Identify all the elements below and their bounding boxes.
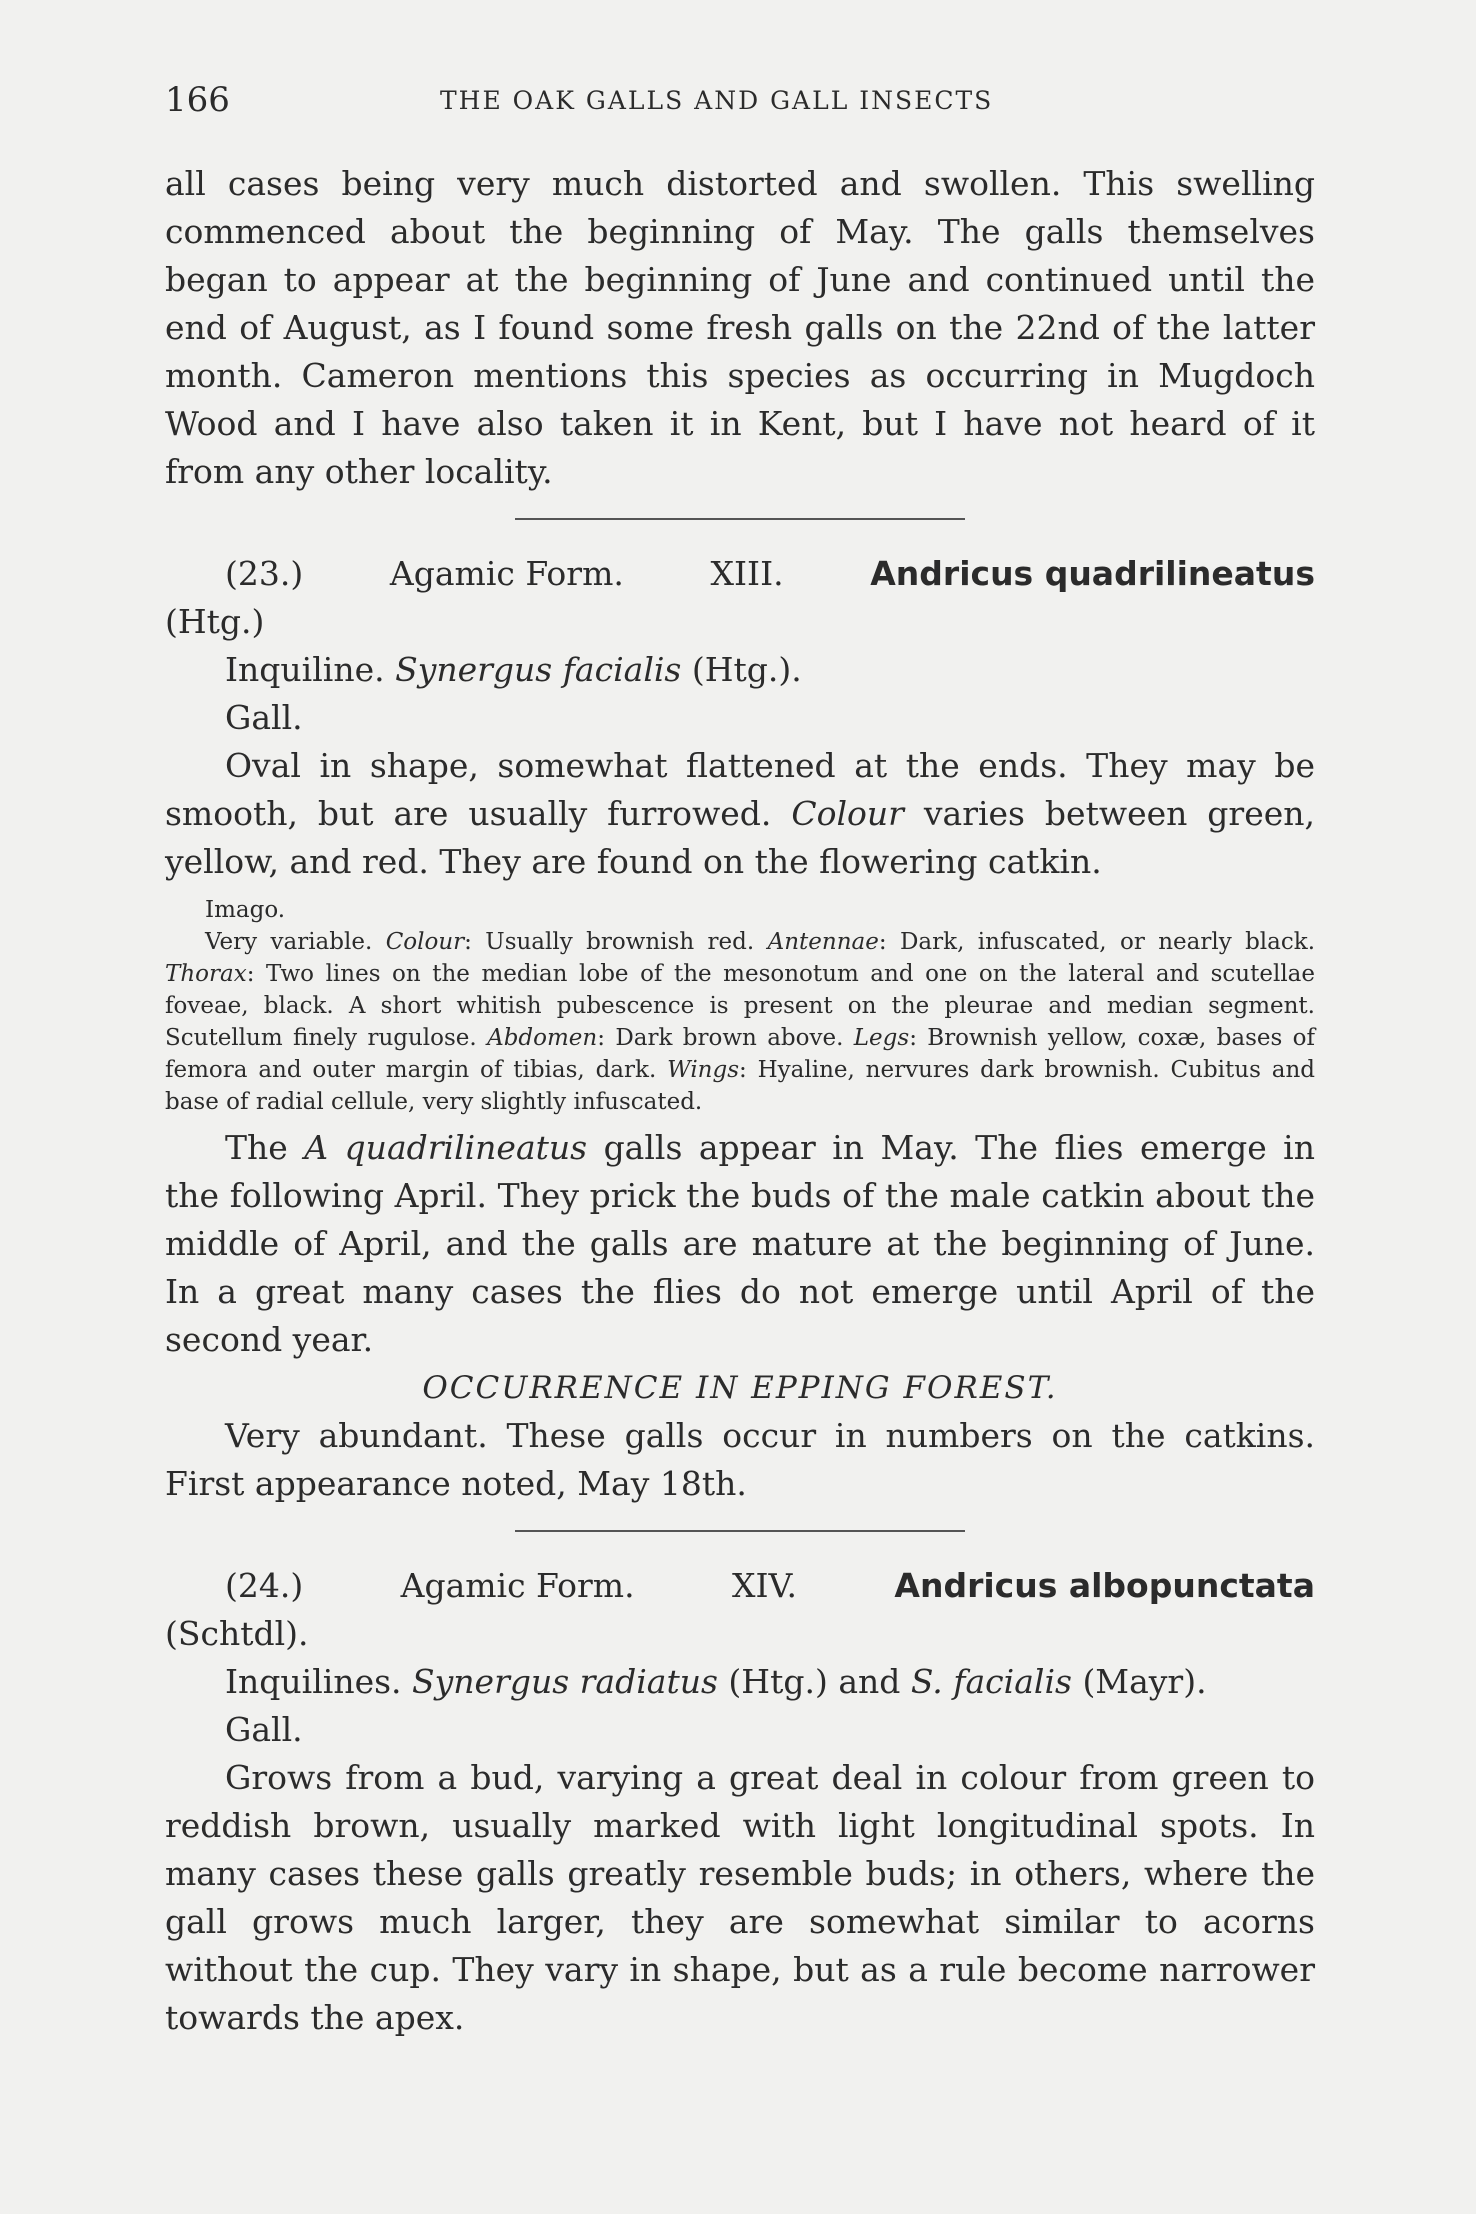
entry-23-gall-description bbox=[165, 742, 1315, 886]
entry-24-inquilines bbox=[165, 1658, 1315, 1706]
entry-24-gall-label: Gall. bbox=[225, 1710, 303, 1749]
entry-24-species: Andricus albopunctata bbox=[894, 1566, 1315, 1605]
section-divider bbox=[515, 1530, 965, 1532]
page-number: 166 bbox=[165, 80, 230, 120]
inquilines-label: Inquilines. bbox=[225, 1662, 402, 1701]
inquiline-author: (Htg.). bbox=[691, 650, 802, 689]
imago-text: : Brownish yellow, coxæ, bases of femora and outer margin of tibias, dark. bbox=[165, 1025, 1315, 1083]
imago-text: : Hyaline, nervures dark brownish. Cubitus and base of radial cellule, very slightly infuscated. bbox=[165, 1057, 1315, 1115]
imago-text: : Dark, infuscated, or nearly black. bbox=[878, 929, 1316, 955]
occurrence-heading: OCCURRENCE IN EPPING FOREST. bbox=[422, 1370, 1058, 1406]
entry-24-form: Agamic Form. bbox=[400, 1566, 635, 1605]
entry-24-gall-description: Grows from a bud, varying a great deal in colour from green to reddish brown, usually marked with light longitudinal spots. In many cases these galls greatly resemble buds; in others, where the gall grows much larger, they are somewhat similar to acorns without the cup. They vary in shape, but as a rule become narrower towards the apex. bbox=[165, 1758, 1315, 2037]
entry-24-number: (24.) bbox=[225, 1566, 304, 1605]
imago-label-colour: Colour bbox=[385, 929, 465, 955]
inquiline-text: (Htg.) and bbox=[728, 1662, 901, 1701]
inquiline-name-1: Synergus radiatus bbox=[412, 1662, 718, 1701]
entry-23-gall-label: Gall. bbox=[225, 698, 303, 737]
entry-23 bbox=[165, 550, 1315, 1508]
entry-23-number: (23.) bbox=[225, 554, 304, 593]
occurrence-text: Very abundant. These galls occur in numbers on the catkins. First appearance noted, May 18th. bbox=[165, 1416, 1315, 1503]
imago-label-antennae: Antennae bbox=[767, 929, 879, 955]
entry-23-inquiline bbox=[165, 646, 1315, 694]
gall-colour-label: Colour bbox=[791, 794, 904, 833]
imago-text: : Two lines on the median lobe of the mesonotum and one on the lateral and scutellae foveae, black. A short whitish pubescence is present on the pleurae and median segment. Scutellum finely rugulose. bbox=[165, 961, 1315, 1051]
inquiline-author-2: (Mayr). bbox=[1082, 1662, 1207, 1701]
gall-text-2: varies between green, yellow, and red. They are found on the flowering catkin. bbox=[165, 794, 1316, 881]
entry-23-roman: XIII. bbox=[710, 554, 784, 593]
notes-text: The bbox=[225, 1128, 288, 1167]
imago-label-thorax: Thorax bbox=[165, 961, 247, 987]
entry-23-author: (Htg.) bbox=[165, 602, 265, 641]
page-body bbox=[165, 160, 1315, 2042]
running-title: THE OAK GALLS AND GALL INSECTS bbox=[440, 86, 994, 115]
imago-label-abdomen: Abdomen bbox=[487, 1025, 598, 1051]
entry-23-species: Andricus quadrilineatus bbox=[870, 554, 1315, 593]
notes-text: galls appear in May. The flies emerge in the following April. They prick the buds of the male catkin about the middle of April, and the galls are mature at the beginning of June. In a great many cases the flies do not emerge until April of the second year. bbox=[165, 1128, 1315, 1359]
inquiline-name: Synergus facialis bbox=[395, 650, 682, 689]
imago-label-legs: Legs bbox=[853, 1025, 910, 1051]
entry-23-heading bbox=[165, 550, 1315, 598]
page-header bbox=[165, 80, 1065, 120]
imago-text: : Dark brown above. bbox=[597, 1025, 844, 1051]
inquiline-name-2: S. facialis bbox=[910, 1662, 1072, 1701]
inquiline-label: Inquiline. bbox=[225, 650, 385, 689]
entry-24-roman: XIV. bbox=[731, 1566, 798, 1605]
entry-24 bbox=[165, 1562, 1315, 2042]
entry-23-notes bbox=[165, 1124, 1315, 1364]
imago-text: : Usually brownish red. bbox=[464, 929, 755, 955]
gall-text-1: Oval in shape, somewhat flattened at the ends. They may be smooth, but are usually furrowed. bbox=[165, 746, 1315, 833]
notes-species: A quadrilineatus bbox=[304, 1128, 588, 1167]
entry-24-heading bbox=[165, 1562, 1315, 1610]
imago-label: Imago. bbox=[205, 897, 286, 923]
imago-label-wings: Wings bbox=[667, 1057, 740, 1083]
imago-description bbox=[165, 926, 1315, 1118]
entry-23-form: Agamic Form. bbox=[389, 554, 624, 593]
entry-24-author: (Schtdl). bbox=[165, 1614, 309, 1653]
imago-text: Very variable. bbox=[205, 929, 373, 955]
intro-paragraph: all cases being very much distorted and swollen. This swelling commenced about the beginning of May. The galls themselves began to appear at the beginning of June and continued until the end of August, as I found some fresh galls on the 22nd of the latter month. Cameron mentions this species as occurring in Mugdoch Wood and I have also taken it in Kent, but I have not heard of it from any other locality. bbox=[165, 164, 1315, 491]
section-divider bbox=[515, 518, 965, 520]
